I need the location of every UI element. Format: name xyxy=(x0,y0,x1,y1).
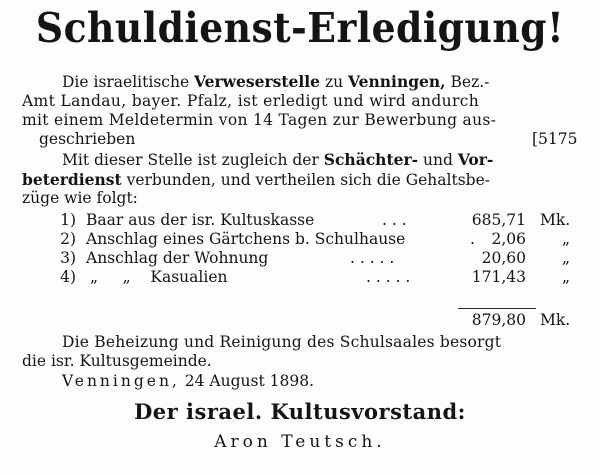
item-label: Anschlag eines Gärtchens b. Schulhause xyxy=(86,230,406,248)
salary-row xyxy=(0,230,600,249)
item-unit: „ xyxy=(562,249,571,267)
paragraph-1-line-3: mit einem Meldetermin von 14 Tagen zur Bewerbung aus- xyxy=(22,111,497,129)
text-span: verbunden, und vertheilen sich die Gehaltsbe- xyxy=(121,171,490,189)
date: 24 August 1898. xyxy=(179,372,315,390)
paragraph-2-line-2 xyxy=(22,170,490,190)
item-amount: 2,06 xyxy=(491,230,526,248)
item-number: 1) xyxy=(60,211,76,229)
salary-row xyxy=(0,249,600,268)
text-span: Die israelitische xyxy=(62,73,195,91)
paragraph-3-line-1: Die Beheizung und Reinigung des Schulsaales besorgt xyxy=(62,333,502,351)
paragraph-3-line-2: die isr. Kultusgemeinde. xyxy=(22,352,212,370)
item-number: 4) xyxy=(60,268,76,286)
total-unit: Mk. xyxy=(540,311,571,329)
item-number: 2) xyxy=(60,230,76,248)
signer-name: Aron Teutsch. xyxy=(214,432,386,452)
item-label: Baar aus der isr. Kultuskasse xyxy=(86,211,315,229)
duty-title: Schächter- xyxy=(323,150,419,169)
leader-dots: . . . . . xyxy=(366,268,411,286)
item-amount: 171,43 xyxy=(471,268,526,286)
item-label: Anschlag der Wohnung xyxy=(86,249,269,267)
sum-rule xyxy=(458,308,536,309)
text-span: und xyxy=(418,151,458,169)
paragraph-2-line-3: züge wie folgt: xyxy=(22,189,138,207)
text-span: Bez.- xyxy=(445,73,490,91)
headline: Schuldienst-Erledigung! xyxy=(35,4,565,52)
paragraph-1-line-4: geschrieben xyxy=(39,130,136,148)
item-unit: „ xyxy=(562,268,571,286)
place-name: Venningen, xyxy=(348,72,446,91)
leader-dots: . . . xyxy=(382,211,407,229)
leader-dots: . . . . . xyxy=(350,249,395,267)
paragraph-1-line-2: Amt Landau, bayer. Pfalz, ist erledigt und wird andurch xyxy=(22,92,480,110)
leader-dots: . xyxy=(470,230,475,248)
item-unit: „ xyxy=(562,230,571,248)
total-row xyxy=(0,311,600,330)
item-label: „ „ Kasualien xyxy=(90,268,228,286)
paragraph-2-line-1 xyxy=(62,150,493,170)
dateline xyxy=(62,372,314,391)
text-span: Mit dieser Stelle ist zugleich der xyxy=(62,151,324,169)
salary-row xyxy=(0,268,600,287)
reference-number: [5175 xyxy=(532,130,578,148)
duty-title: Vor- xyxy=(457,150,494,169)
salary-row xyxy=(0,211,600,230)
item-number: 3) xyxy=(60,249,76,267)
item-unit: Mk. xyxy=(540,211,571,229)
place-name: Venningen, xyxy=(62,372,180,390)
total-amount: 879,80 xyxy=(471,311,526,329)
duty-title: beterdienst xyxy=(22,170,122,189)
paragraph-1-line-1 xyxy=(62,72,489,92)
text-span: zu xyxy=(320,73,349,91)
item-amount: 685,71 xyxy=(471,211,526,229)
position-title: Verweserstelle xyxy=(194,72,321,91)
item-amount: 20,60 xyxy=(481,249,526,267)
sender: Der israel. Kultusvorstand: xyxy=(134,399,466,424)
